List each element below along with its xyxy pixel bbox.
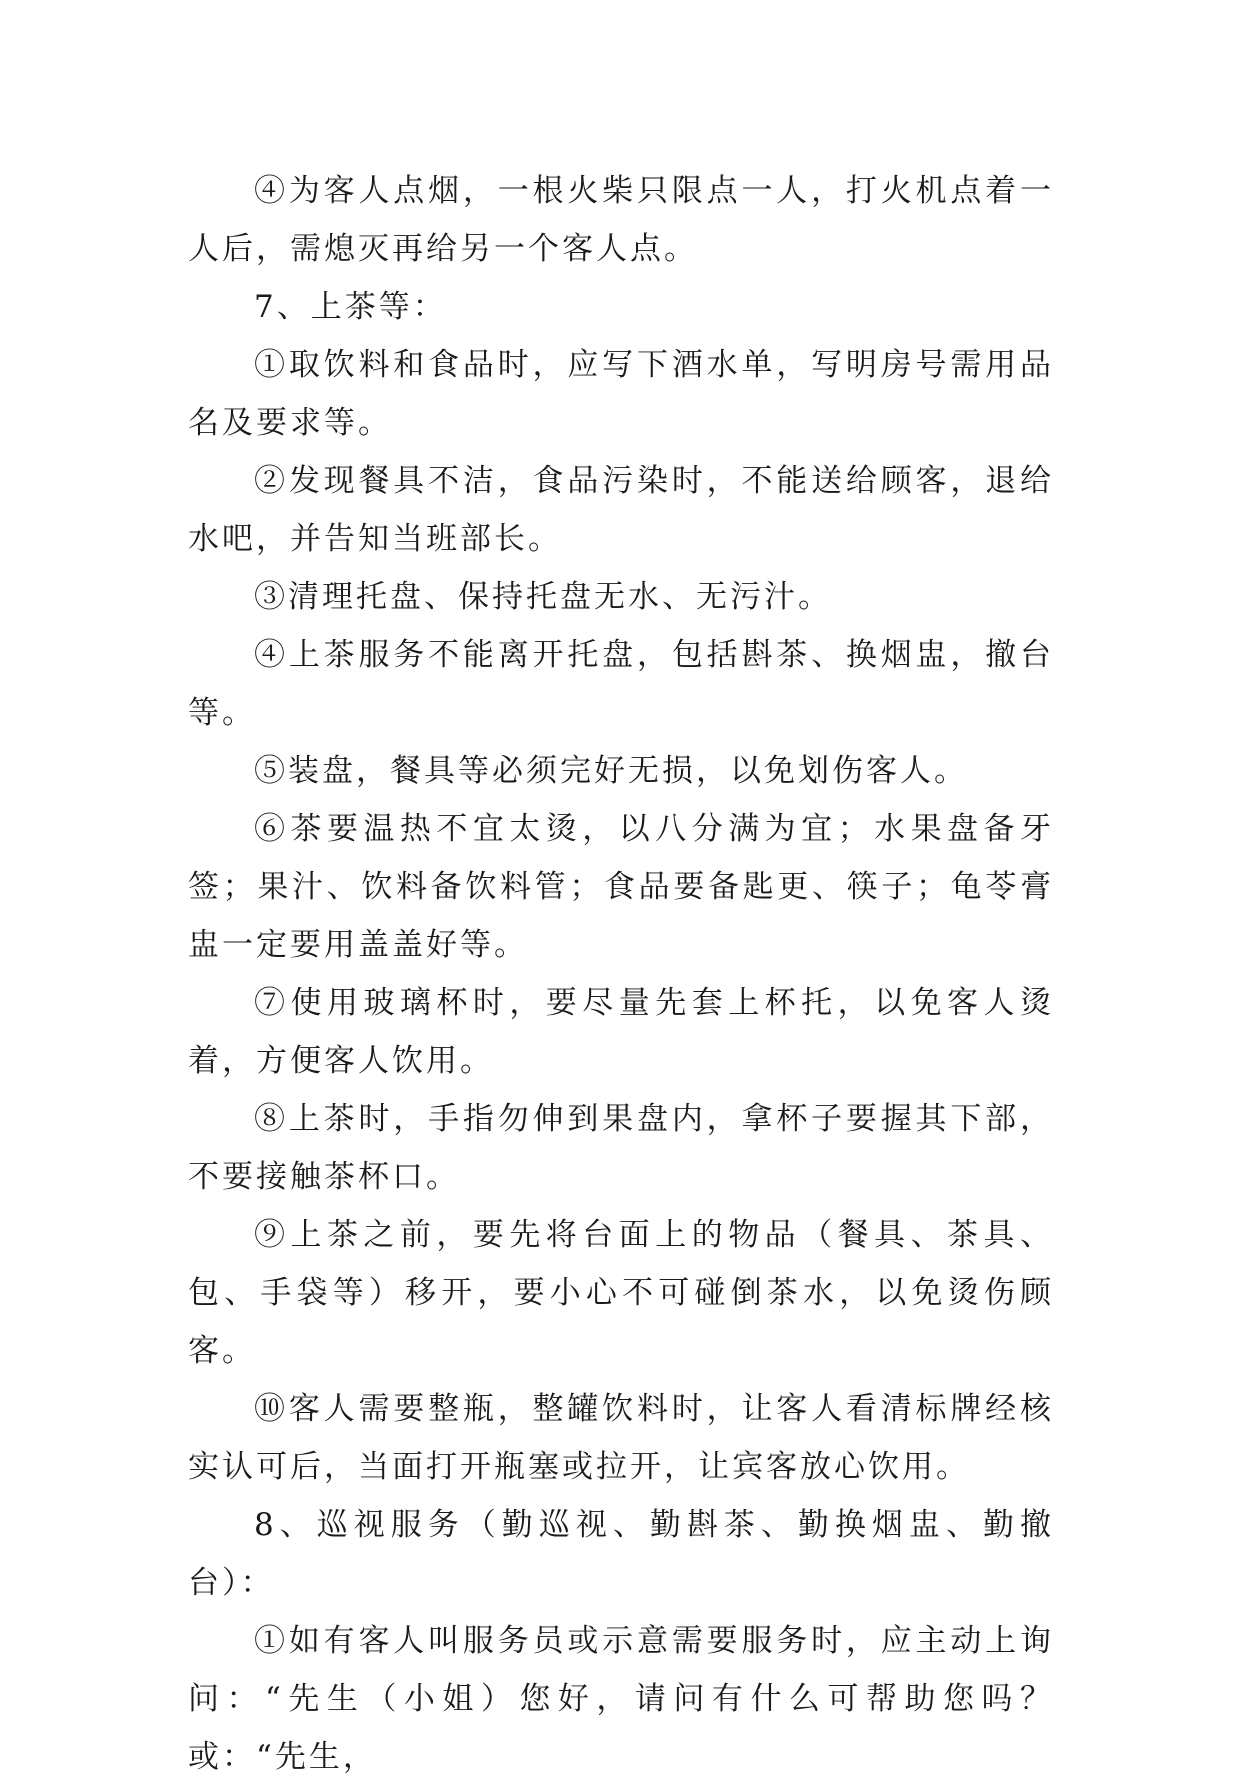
paragraph-light-cigarette: ④为客人点烟，一根火柴只限点一人，打火机点着一人后，需熄灭再给另一个客人点。 xyxy=(188,173,1054,267)
paragraph-item-3: ③清理托盘、保持托盘无水、无污汁。 xyxy=(254,579,832,615)
paragraph-item-8: ⑧上茶时，手指勿伸到果盘内，拿杯子要握其下部，不要接触茶杯口。 xyxy=(188,1101,1054,1195)
paragraph-item-1: ①取饮料和食品时，应写下酒水单，写明房号需用品名及要求等。 xyxy=(188,347,1054,441)
document-body xyxy=(188,162,1054,1786)
paragraph-item-9: ⑨上茶之前，要先将台面上的物品（餐具、茶具、包、手袋等）移开，要小心不可碰倒茶水，以免烫伤顾客。 xyxy=(188,1217,1054,1369)
paragraph-item-10: ⑩客人需要整瓶，整罐饮料时，让客人看清标牌经核实认可后，当面打开瓶塞或拉开，让宾客放心饮用。 xyxy=(188,1391,1054,1485)
heading-serve-tea: 7、上茶等： xyxy=(254,289,447,325)
paragraph-patrol-item-1: ①如有客人叫服务员或示意需要服务时，应主动上询问：“先生（小姐）您好，请问有什么可帮助您吗？或：“先生， xyxy=(188,1623,1054,1775)
paragraph-item-2: ②发现餐具不洁，食品污染时，不能送给顾客，退给水吧，并告知当班部长。 xyxy=(188,463,1054,557)
paragraph-item-6: ⑥茶要温热不宜太烫，以八分满为宜；水果盘备牙签；果汁、饮料备饮料管；食品要备匙更、筷子；龟苓膏盅一定要用盖盖好等。 xyxy=(188,811,1054,963)
paragraph-item-5: ⑤装盘，餐具等必须完好无损，以免划伤客人。 xyxy=(254,753,968,789)
paragraph-item-7: ⑦使用玻璃杯时，要尽量先套上杯托，以免客人烫着，方便客人饮用。 xyxy=(188,985,1054,1079)
heading-patrol-service: 8、巡视服务（勤巡视、勤斟茶、勤换烟盅、勤撤台）： xyxy=(188,1507,1054,1601)
paragraph-item-4: ④上茶服务不能离开托盘，包括斟茶、换烟盅，撤台等。 xyxy=(188,637,1054,731)
